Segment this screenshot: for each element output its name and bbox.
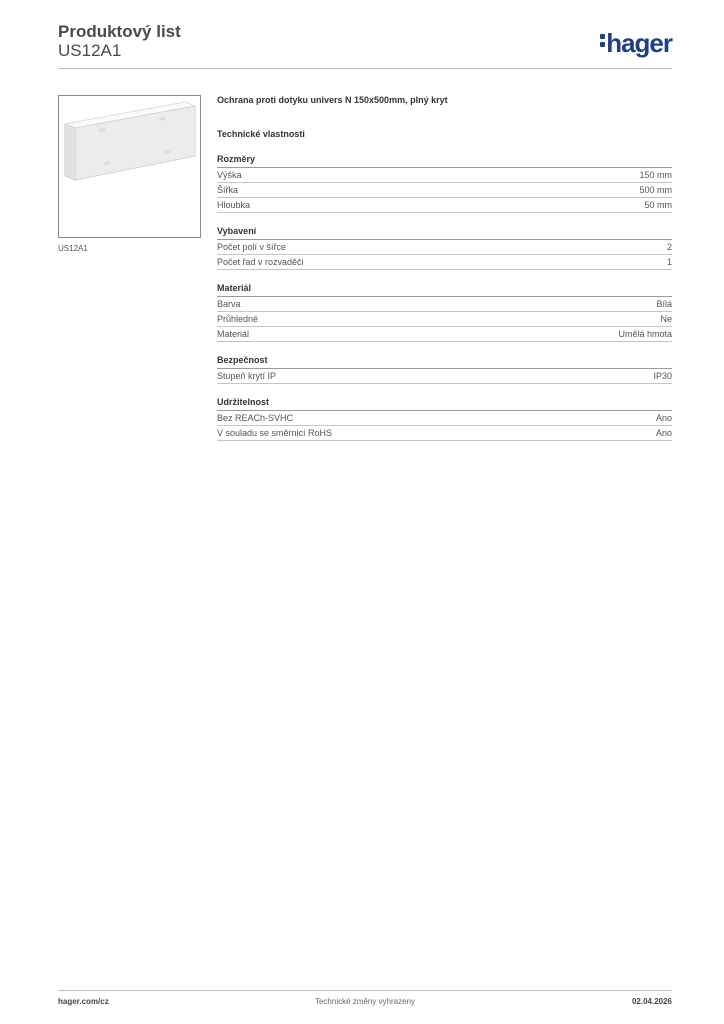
product-cover-illustration-icon	[59, 96, 200, 237]
section-material	[217, 283, 672, 342]
table-row	[217, 297, 672, 312]
footer-notice: Technické změny vyhrazeny	[314, 997, 416, 1006]
row-label: Šířka	[217, 185, 239, 195]
table-row	[217, 327, 672, 342]
row-value: Ano	[655, 428, 672, 438]
row-value: Umělá hmota	[618, 329, 672, 339]
image-caption: US12A1	[58, 244, 88, 253]
row-value: Bílá	[656, 299, 672, 309]
row-label: Bez REACh-SVHC	[217, 413, 294, 423]
product-code: US12A1	[58, 41, 122, 60]
row-value: 1	[666, 257, 672, 267]
hager-logo	[600, 28, 672, 58]
footer-divider	[58, 990, 672, 991]
table-row	[217, 411, 672, 426]
row-value: Ne	[660, 314, 672, 324]
row-label: Počet polí v šířce	[217, 242, 287, 252]
footer-date: 02.04.2026	[631, 997, 672, 1006]
page-title: Produktový list	[58, 22, 181, 41]
row-value: 2	[666, 242, 672, 252]
tech-properties-heading: Technické vlastnosti	[217, 129, 305, 139]
table-row	[217, 240, 672, 255]
row-label: Hloubka	[217, 200, 251, 210]
row-value: 50 mm	[644, 200, 672, 210]
section-title: Materiál	[217, 283, 672, 297]
section-title: Vybavení	[217, 226, 672, 240]
table-row	[217, 255, 672, 270]
section-title: Bezpečnost	[217, 355, 672, 369]
row-label: Počet řad v rozvaděči	[217, 257, 304, 267]
logo-text: hager	[606, 28, 672, 58]
row-value: Ano	[655, 413, 672, 423]
table-row	[217, 168, 672, 183]
row-label: Průhledné	[217, 314, 259, 324]
table-row	[217, 369, 672, 384]
row-value: 150 mm	[639, 170, 672, 180]
section-title: Rozměry	[217, 154, 672, 168]
section-safety	[217, 355, 672, 384]
product-details	[217, 95, 672, 441]
product-description: Ochrana proti dotyku univers N 150x500mm, plný kryt	[217, 95, 448, 105]
table-row	[217, 426, 672, 441]
product-image	[58, 95, 201, 238]
row-value: IP30	[653, 371, 672, 381]
table-row	[217, 198, 672, 213]
page-header	[58, 22, 672, 68]
row-value: 500 mm	[639, 185, 672, 195]
row-label: Stupeň krytí IP	[217, 371, 277, 381]
table-row	[217, 183, 672, 198]
section-title: Udržitelnost	[217, 397, 672, 411]
logo-colon-icon	[600, 31, 606, 50]
section-dimensions	[217, 154, 672, 213]
footer-website-link[interactable]: hager.com/cz	[58, 997, 109, 1006]
row-label: Výška	[217, 170, 242, 180]
table-row	[217, 312, 672, 327]
header-divider	[58, 68, 672, 69]
section-equipment	[217, 226, 672, 270]
row-label: V souladu se směrnicí RoHS	[217, 428, 333, 438]
section-sustainability	[217, 397, 672, 441]
row-label: Materiál	[217, 329, 250, 339]
row-label: Barva	[217, 299, 241, 309]
